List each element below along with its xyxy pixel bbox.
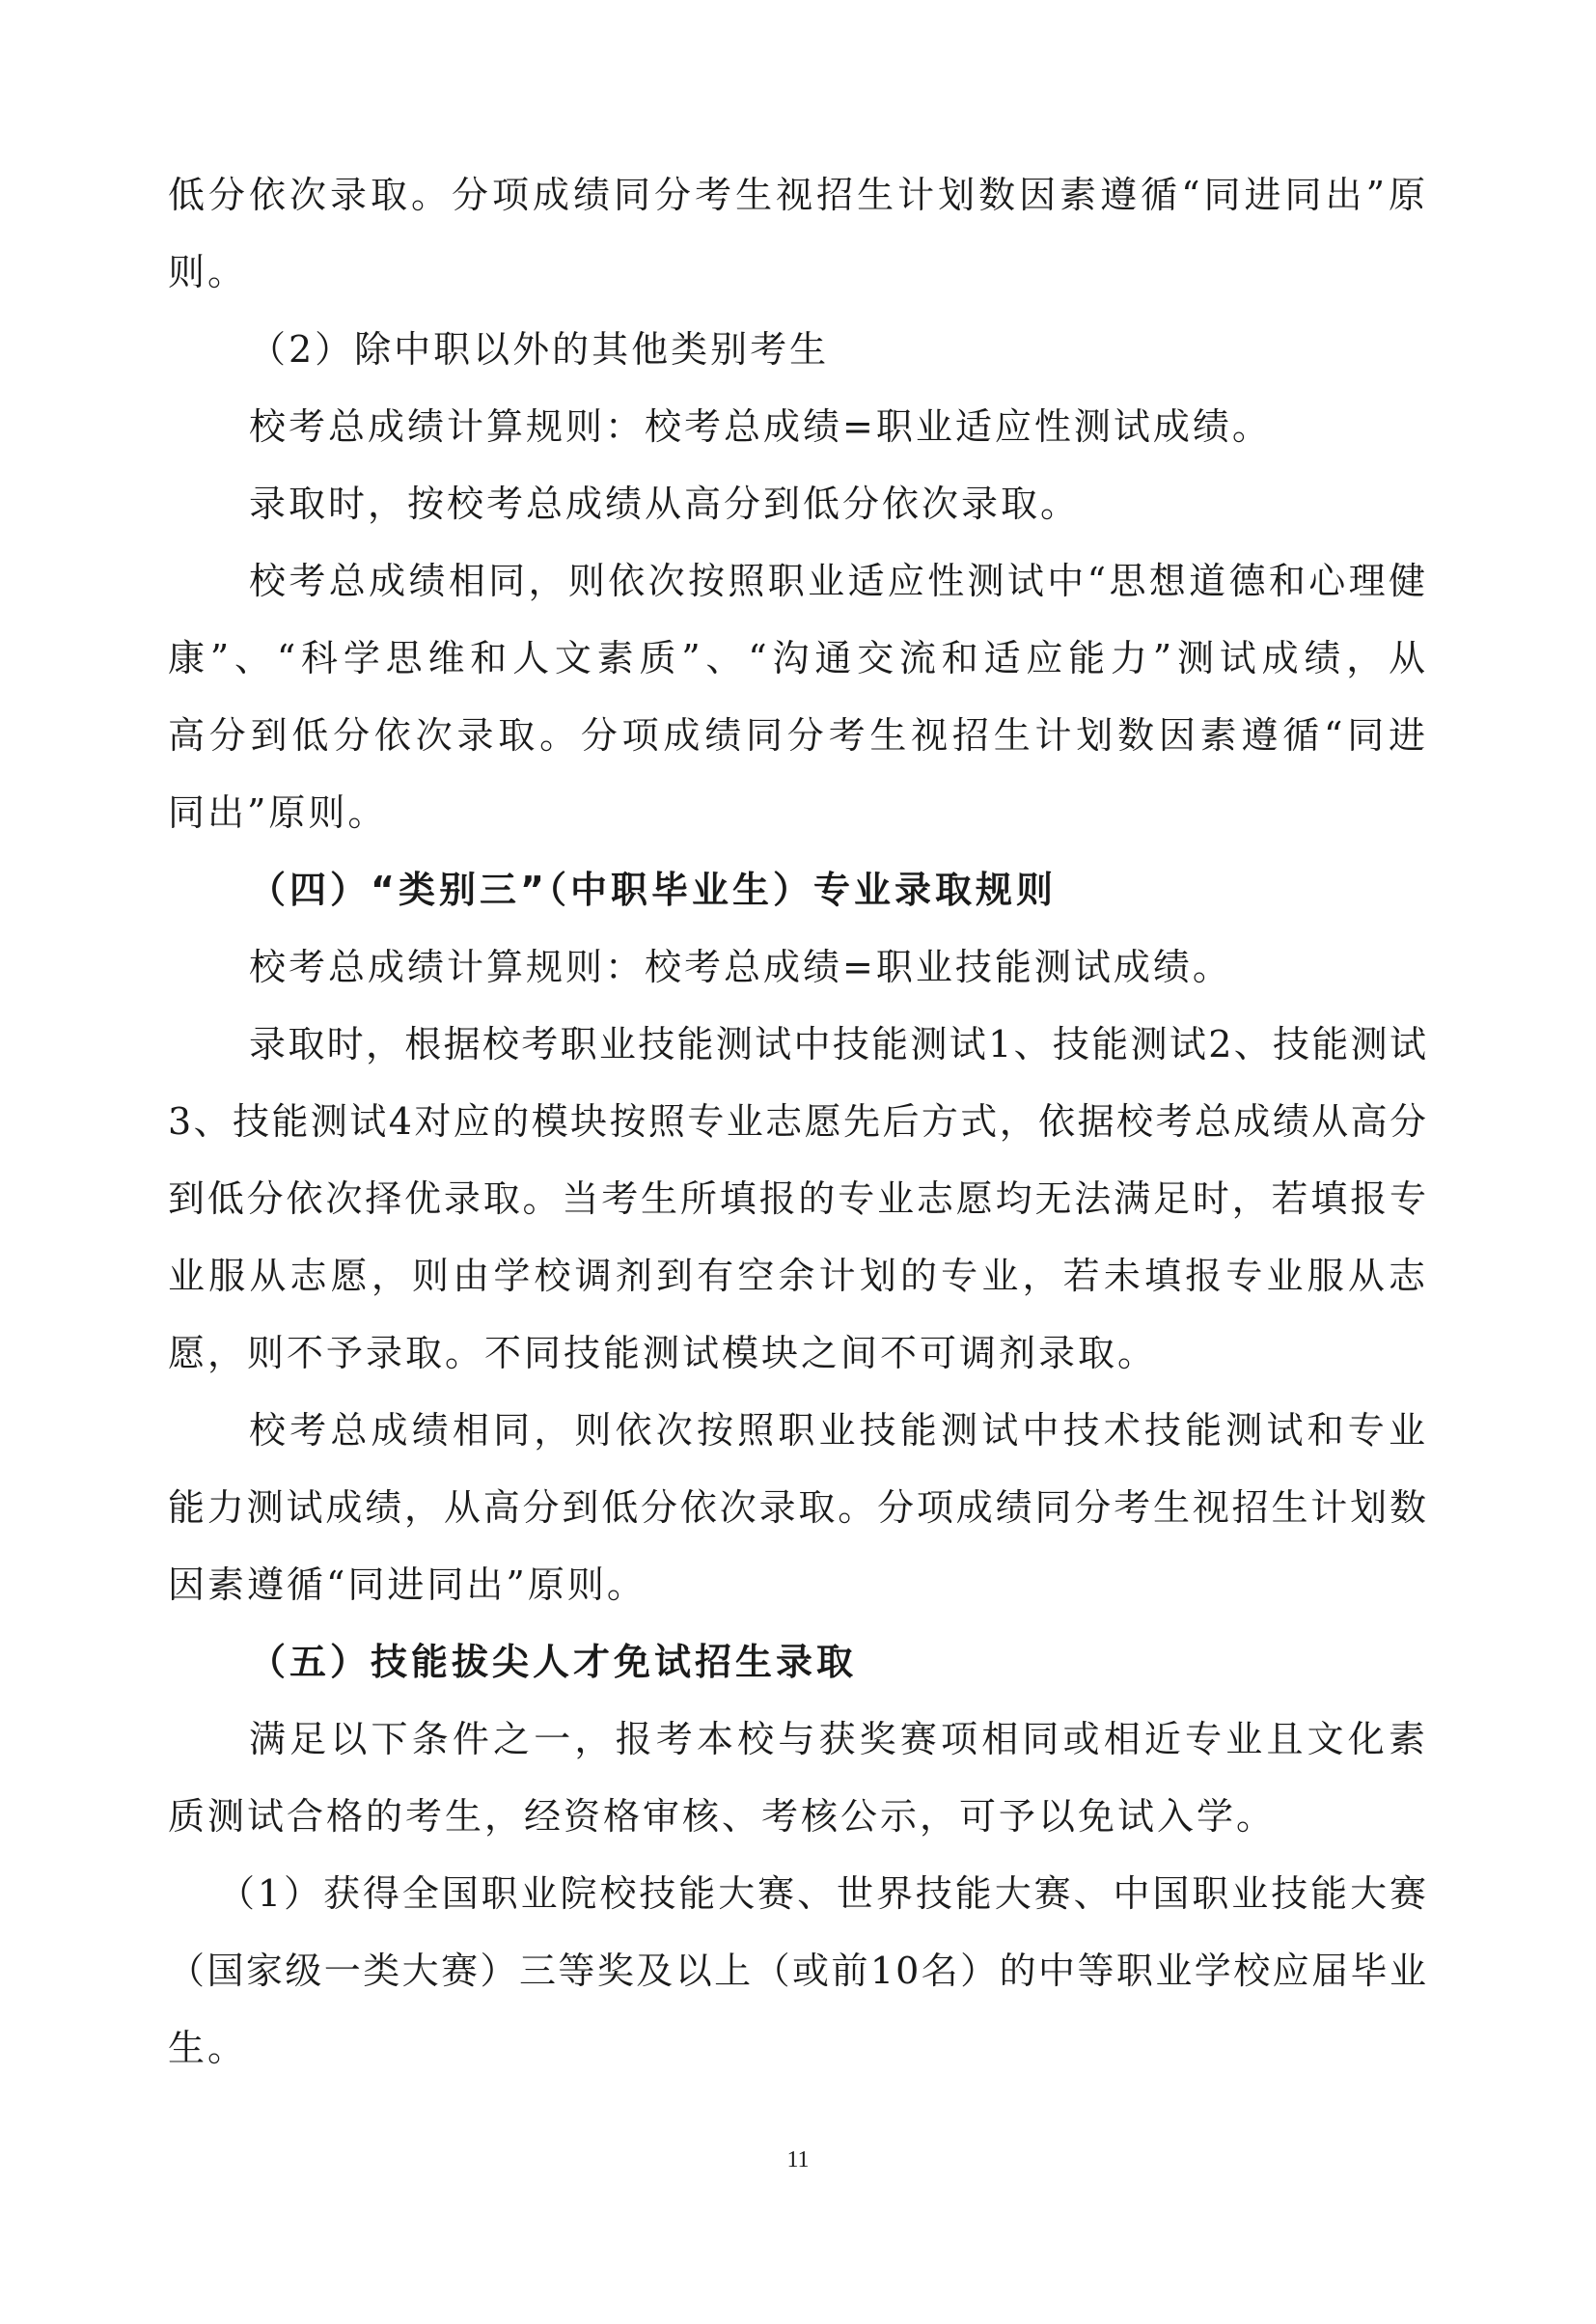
text-line: 业服从志愿，则由学校调剂到有空余计划的专业，若未填报专业服从志 <box>168 1255 1428 1297</box>
text-line: 能力测试成绩，从高分到低分依次录取。分项成绩同分考生视招生计划数 <box>168 1486 1428 1529</box>
text-line: 因素遵循“同进同出”原则。 <box>168 1563 647 1606</box>
text-line: （1）获得全国职业院校技能大赛、世界技能大赛、中国职业技能大赛 <box>218 1872 1428 1915</box>
text-line: 愿，则不予录取。不同技能测试模块之间不可调剂录取。 <box>168 1332 1158 1374</box>
text-line: 质测试合格的考生，经资格审核、考核公示，可予以免试入学。 <box>168 1795 1277 1838</box>
text-line: 校考总成绩计算规则：校考总成绩=职业适应性测试成绩。 <box>249 405 1272 448</box>
subsection-heading: （2）除中职以外的其他类别考生 <box>249 328 830 371</box>
text-line: （国家级一类大赛）三等奖及以上（或前10名）的中等职业学校应届毕业 <box>168 1950 1428 1992</box>
text-line: 满足以下条件之一，报考本校与获奖赛项相同或相近专业且文化素 <box>249 1718 1428 1760</box>
text-line: 同出”原则。 <box>168 791 388 834</box>
text-line: 3、技能测试4对应的模块按照专业志愿先后方式，依据校考总成绩从高分 <box>168 1100 1428 1143</box>
text-line: 校考总成绩相同，则依次按照职业技能测试中技术技能测试和专业 <box>249 1409 1428 1452</box>
page-number: 11 <box>786 2147 810 2172</box>
text-line: 录取时，根据校考职业技能测试中技能测试1、技能测试2、技能测试 <box>249 1023 1428 1065</box>
section-heading: （五）技能拔尖人才免试招生录取 <box>249 1641 858 1683</box>
text-line: 录取时，按校考总成绩从高分到低分依次录取。 <box>249 483 1081 525</box>
text-line: 高分到低分依次录取。分项成绩同分考生视招生计划数因素遵循“同进 <box>168 714 1428 757</box>
text-line: 校考总成绩计算规则：校考总成绩=职业技能测试成绩。 <box>249 946 1232 988</box>
text-line: 康”、“科学思维和人文素质”、“沟通交流和适应能力”测试成绩，从 <box>168 637 1428 679</box>
section-heading: （四）“类别三”（中职毕业生）专业录取规则 <box>249 869 1057 911</box>
text-line: 到低分依次择优录取。当考生所填报的专业志愿均无法满足时，若填报专 <box>168 1177 1428 1220</box>
text-line: 则。 <box>168 251 248 293</box>
text-line: 校考总成绩相同，则依次按照职业适应性测试中“思想道德和心理健 <box>249 560 1428 602</box>
text-line: 生。 <box>168 2027 248 2069</box>
text-line: 低分依次录取。分项成绩同分考生视招生计划数因素遵循“同进同出”原 <box>168 174 1428 216</box>
